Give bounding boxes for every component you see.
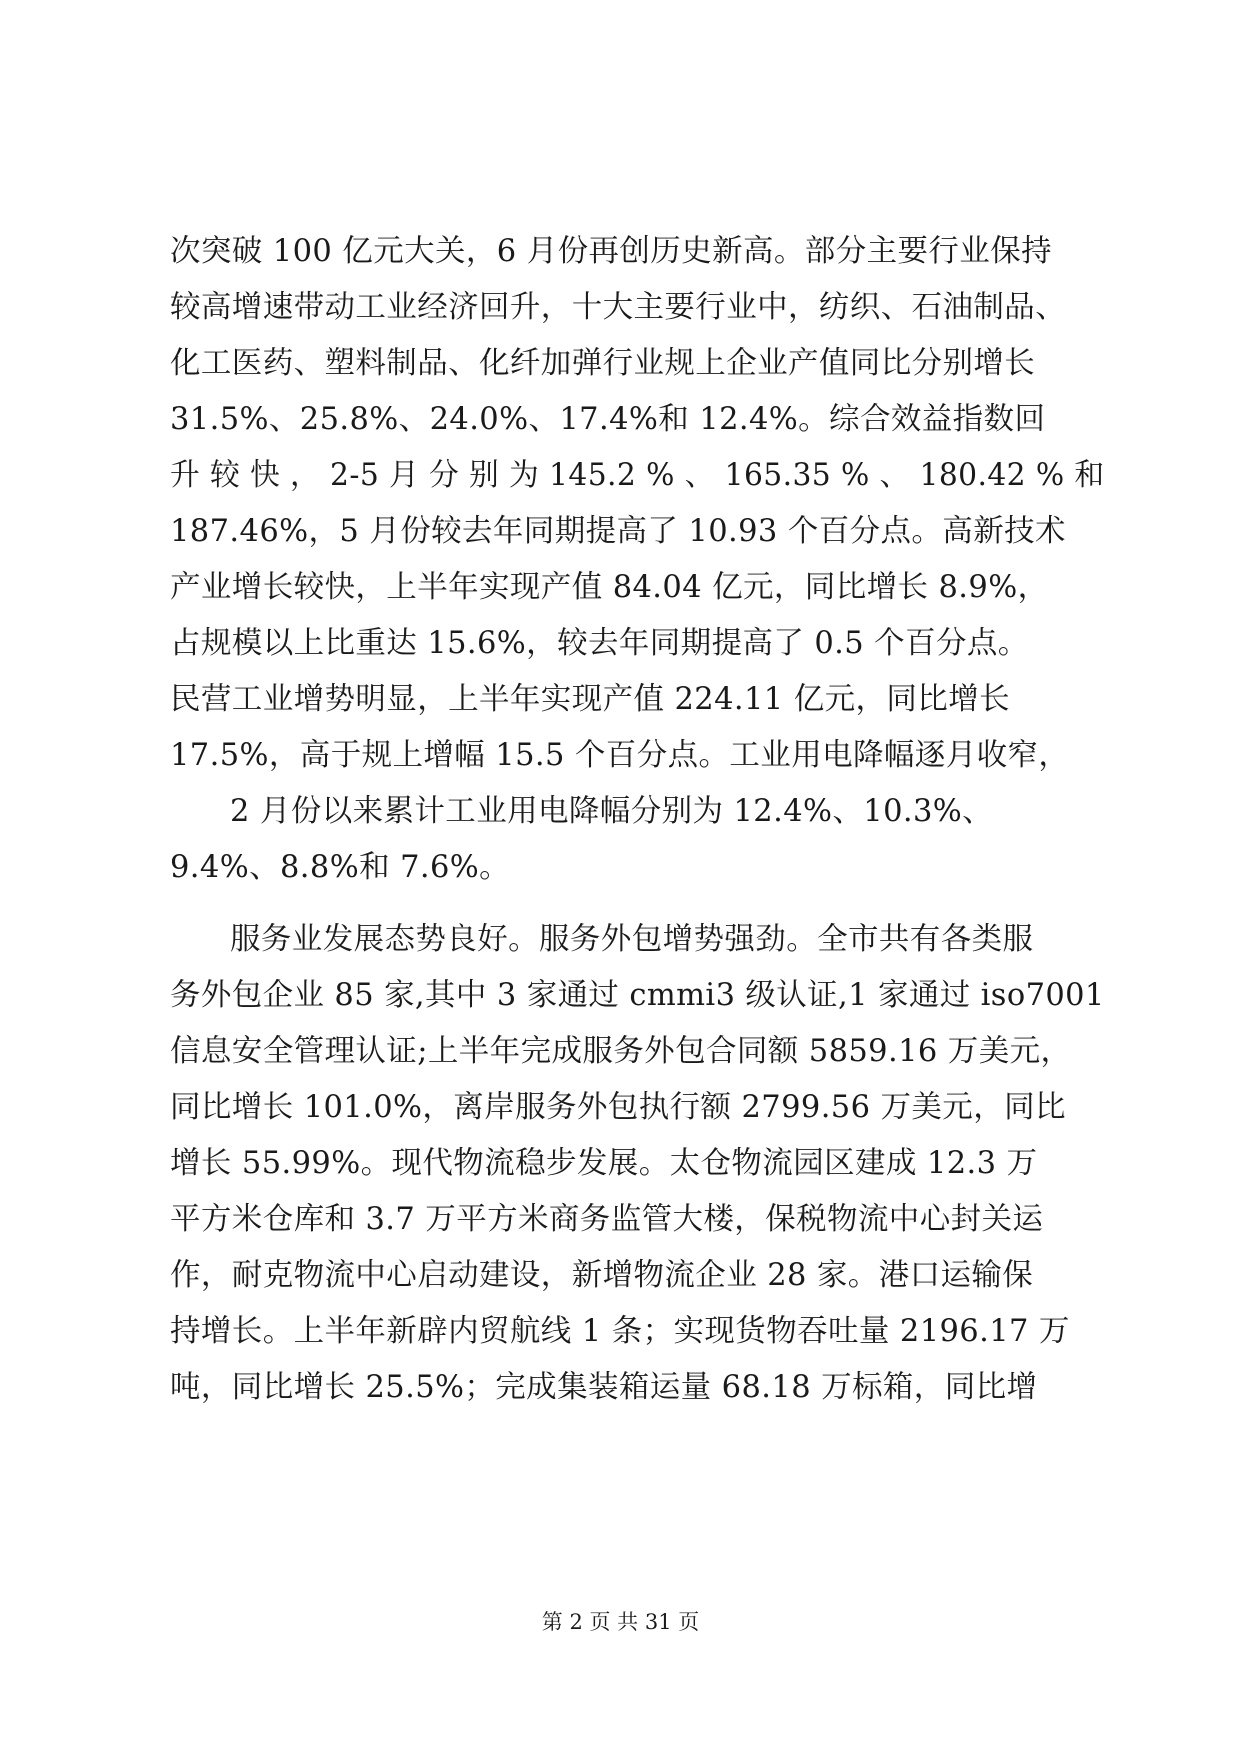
text-line: 平方米仓库和 3.7 万平方米商务监管大楼，保税物流中心封关运 [170,1202,1044,1237]
text-line: 民营工业增势明显，上半年实现产值 224.11 亿元，同比增长 [170,682,1011,717]
page-number-footer: 第 2 页 共 31 页 [541,1610,700,1634]
text-line: 同比增长 101.0%，离岸服务外包执行额 2799.56 万美元，同比 [170,1090,1066,1125]
text-line: 务外包企业 85 家,其中 3 家通过 cmmi3 级认证,1 家通过 iso7001 [170,978,1105,1013]
paragraph-start-line: 2 月份以来累计工业用电降幅分别为 12.4%、10.3%、 [230,794,994,829]
text-line: 9.4%、8.8%和 7.6%。 [170,850,511,885]
text-line: 17.5%，高于规上增幅 15.5 个百分点。工业用电降幅逐月收窄， [170,738,1070,773]
text-line: 占规模以上比重达 15.6%，较去年同期提高了 0.5 个百分点。 [170,626,1029,661]
text-line: 31.5%、25.8%、24.0%、17.4%和 12.4%。综合效益指数回 [170,402,1046,437]
text-line: 持增长。上半年新辟内贸航线 1 条；实现货物吞吐量 2196.17 万 [170,1314,1070,1349]
text-line: 产业增长较快，上半年实现产值 84.04 亿元，同比增长 8.9%， [170,570,1049,605]
text-line: 信息安全管理认证;上半年完成服务外包合同额 5859.16 万美元， [170,1034,1072,1069]
text-line: 次突破 100 亿元大关，6 月份再创历史新高。部分主要行业保持 [170,234,1053,269]
text-line: 吨，同比增长 25.5%；完成集装箱运量 68.18 万标箱，同比增 [170,1370,1038,1405]
text-line: 升 较 快 ， 2-5 月 分 别 为 145.2 % 、 165.35 % 、 180.42 % 和 [170,458,1105,493]
text-line: 增长 55.99%。现代物流稳步发展。太仓物流园区建成 12.3 万 [170,1146,1038,1181]
text-line: 较高增速带动工业经济回升，十大主要行业中，纺织、石油制品、 [170,290,1067,325]
text-line: 作，耐克物流中心启动建设，新增物流企业 28 家。港口运输保 [170,1258,1034,1293]
text-line: 187.46%，5 月份较去年同期提高了 10.93 个百分点。高新技术 [170,514,1066,549]
paragraph-start-line: 服务业发展态势良好。服务外包增势强劲。全市共有各类服 [230,922,1034,957]
text-line: 化工医药、塑料制品、化纤加弹行业规上企业产值同比分别增长 [170,346,1036,381]
